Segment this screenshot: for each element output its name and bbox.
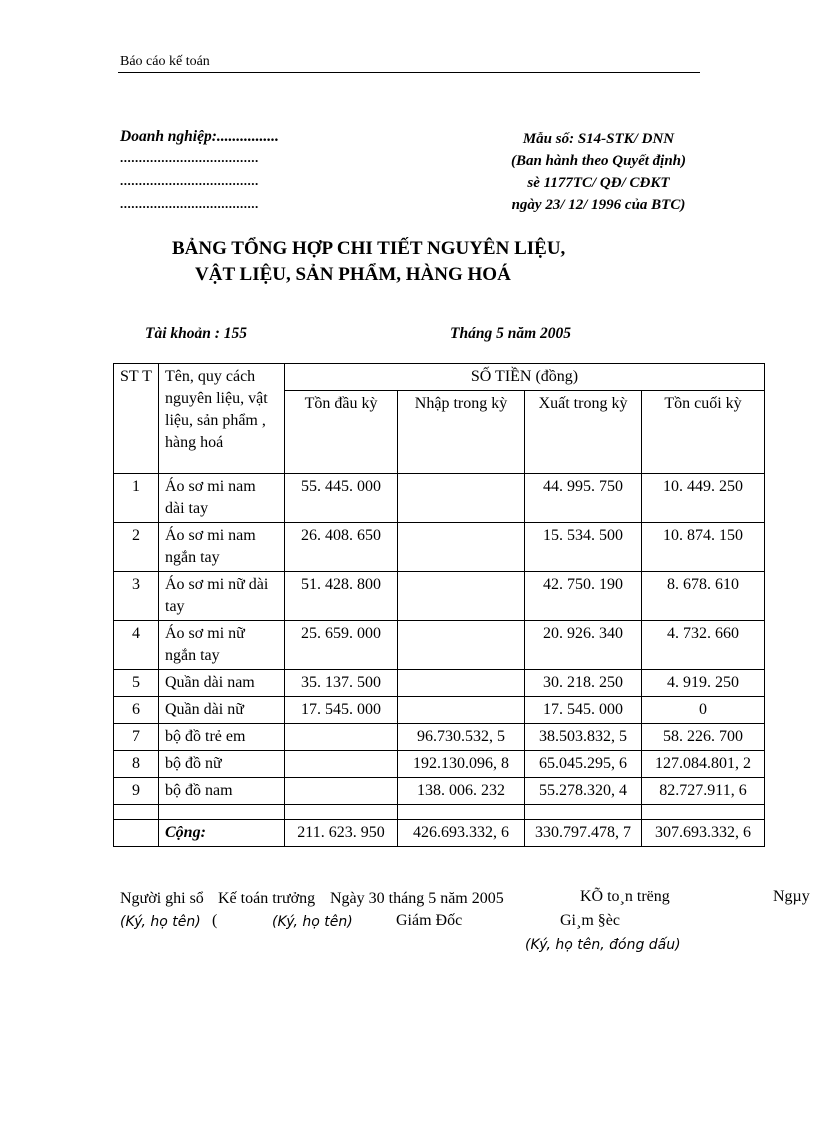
row-out: 17. 545. 000 (525, 697, 642, 724)
row-in: 138. 006. 232 (398, 778, 525, 805)
period-label: Tháng 5 năm 2005 (450, 325, 572, 342)
row-closing: 4. 919. 250 (642, 670, 765, 697)
row-out: 55.278.320, 4 (525, 778, 642, 805)
row-closing: 82.727.911, 6 (642, 778, 765, 805)
row-opening: 17. 545. 000 (285, 697, 398, 724)
sig-recorder-note: (Ký, họ tên) (120, 914, 201, 930)
table-row (114, 474, 765, 523)
row-out: 44. 995. 750 (525, 474, 642, 523)
row-out: 42. 750. 190 (525, 572, 642, 621)
table-row (114, 670, 765, 697)
row-name: Quần dài nữ (159, 697, 285, 724)
row-stt: 1 (114, 474, 159, 523)
row-in (398, 670, 525, 697)
row-in (398, 523, 525, 572)
row-closing: 58. 226. 700 (642, 724, 765, 751)
table-header-row (114, 364, 765, 391)
form-code-block (511, 128, 686, 216)
account-label: Tài khoản : 155 (145, 325, 248, 342)
row-out: 65.045.295, 6 (525, 751, 642, 778)
total-stt (114, 820, 159, 847)
sig-chief-accountant: Kế toán trưởng (218, 890, 316, 907)
sig-director: Giám Đốc (396, 912, 463, 929)
row-closing: 127.084.801, 2 (642, 751, 765, 778)
row-stt: 9 (114, 778, 159, 805)
row-stt: 8 (114, 751, 159, 778)
row-stt: 4 (114, 621, 159, 670)
form-code: Mẫu số: S14-STK/ DNN (522, 131, 675, 147)
row-stt: 7 (114, 724, 159, 751)
enterprise-dots-2: ..................................... (120, 173, 259, 188)
total-out: 330.797.478, 7 (525, 820, 642, 847)
enterprise-dots-3: ..................................... (120, 196, 259, 211)
table-row (114, 778, 765, 805)
row-stt: 3 (114, 572, 159, 621)
row-name: Áo sơ mi nam dài tay (159, 474, 285, 523)
spacer-cell (159, 805, 285, 820)
row-out: 38.503.832, 5 (525, 724, 642, 751)
sig-chief-note: (Ký, họ tên) (272, 914, 353, 930)
header-closing: Tồn cuối kỳ (642, 391, 765, 474)
spacer-cell (398, 805, 525, 820)
row-opening (285, 751, 398, 778)
row-closing: 8. 678. 610 (642, 572, 765, 621)
row-in: 192.130.096, 8 (398, 751, 525, 778)
row-name: Áo sơ mi nữ dài tay (159, 572, 285, 621)
sig-legacy-director: Gi¸m §èc (560, 912, 620, 929)
row-opening: 51. 428. 800 (285, 572, 398, 621)
row-stt: 5 (114, 670, 159, 697)
row-out: 15. 534. 500 (525, 523, 642, 572)
row-in (398, 621, 525, 670)
form-decision: sè 1177TC/ QĐ/ CĐKT (527, 175, 670, 191)
row-closing: 0 (642, 697, 765, 724)
sig-open-paren: ( (212, 912, 218, 929)
report-title-line1: BẢNG TỔNG HỢP CHI TIẾT NGUYÊN LIỆU, (172, 238, 566, 259)
row-opening: 26. 408. 650 (285, 523, 398, 572)
row-opening: 25. 659. 000 (285, 621, 398, 670)
row-closing: 10. 874. 150 (642, 523, 765, 572)
enterprise-dots-1: ..................................... (120, 150, 259, 165)
enterprise-label: Doanh nghiệp:................ (120, 128, 279, 145)
row-in: 96.730.532, 5 (398, 724, 525, 751)
header-stt: ST T (114, 364, 159, 474)
row-stt: 6 (114, 697, 159, 724)
row-name: Quần dài nam (159, 670, 285, 697)
row-closing: 10. 449. 250 (642, 474, 765, 523)
report-title-line2: VẬT LIỆU, SẢN PHẨM, HÀNG HOÁ (195, 264, 511, 285)
form-date: ngày 23/ 12/ 1996 của BTC) (511, 197, 686, 213)
sig-legacy-accountant: KÕ to¸n trëng (580, 888, 670, 905)
total-label: Cộng: (159, 820, 285, 847)
table-total-row (114, 820, 765, 847)
total-in: 426.693.332, 6 (398, 820, 525, 847)
header-name: Tên, quy cách nguyên liệu, vật liệu, sản phẩm , hàng hoá (159, 364, 285, 474)
table-spacer-row (114, 805, 765, 820)
row-name: Áo sơ mi nam ngắn tay (159, 523, 285, 572)
summary-table (113, 363, 765, 847)
row-opening: 35. 137. 500 (285, 670, 398, 697)
row-name: Áo sơ mi nữ ngắn tay (159, 621, 285, 670)
row-stt: 2 (114, 523, 159, 572)
table-row (114, 751, 765, 778)
row-name: bộ đồ trẻ em (159, 724, 285, 751)
row-name: bộ đồ nam (159, 778, 285, 805)
row-opening (285, 778, 398, 805)
table-row (114, 523, 765, 572)
sig-recorder: Người ghi sổ (120, 890, 204, 907)
row-out: 20. 926. 340 (525, 621, 642, 670)
page-header: Báo cáo kế toán (120, 54, 210, 69)
row-in (398, 572, 525, 621)
sig-date: Ngày 30 tháng 5 năm 2005 (330, 890, 504, 907)
row-opening (285, 724, 398, 751)
total-closing: 307.693.332, 6 (642, 820, 765, 847)
header-out: Xuất trong kỳ (525, 391, 642, 474)
spacer-cell (285, 805, 398, 820)
row-in (398, 697, 525, 724)
table-row (114, 572, 765, 621)
total-opening: 211. 623. 950 (285, 820, 398, 847)
header-amount-group: SỐ TIỀN (đồng) (285, 364, 765, 391)
sig-director-note: (Ký, họ tên, đóng dấu) (525, 937, 681, 953)
row-opening: 55. 445. 000 (285, 474, 398, 523)
row-name: bộ đồ nữ (159, 751, 285, 778)
header-divider (118, 72, 700, 73)
row-out: 30. 218. 250 (525, 670, 642, 697)
table-row (114, 621, 765, 670)
form-issued: (Ban hành theo Quyết định) (510, 153, 686, 169)
spacer-cell (642, 805, 765, 820)
spacer-cell (525, 805, 642, 820)
header-opening: Tồn đầu kỳ (285, 391, 398, 474)
table-row (114, 724, 765, 751)
row-in (398, 474, 525, 523)
header-in: Nhập trong kỳ (398, 391, 525, 474)
table-row (114, 697, 765, 724)
row-closing: 4. 732. 660 (642, 621, 765, 670)
spacer-cell (114, 805, 159, 820)
sig-legacy-date: Ngµy (773, 888, 810, 905)
